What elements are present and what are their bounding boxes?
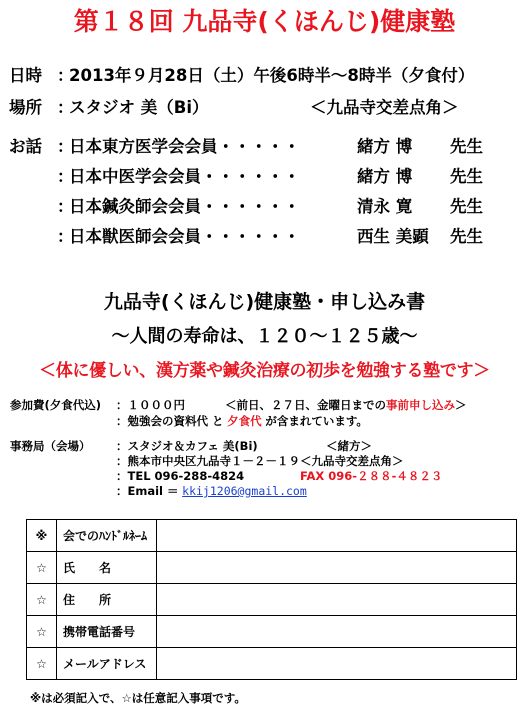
phone-field[interactable]: [157, 616, 517, 648]
speaker-name-2: 緒方 博: [357, 167, 413, 186]
highlight-line: ＜体に優しい、漢方薬や鍼灸治療の初歩を勉強する塾です＞: [39, 361, 490, 381]
name-field[interactable]: [157, 552, 517, 584]
fee-line2-red: 夕食代: [227, 414, 262, 428]
speaker-title-4: 先生: [450, 227, 483, 246]
talk-colon-2: ：: [57, 167, 74, 186]
speaker-name-4: 西生 美顕: [357, 227, 429, 246]
talk-colon-4: ：: [57, 227, 74, 246]
office-fax: FAX 096-２８８-４８２３: [300, 469, 443, 483]
office-email-row: [116, 484, 307, 499]
form-label-email: メールアドレス: [57, 648, 157, 680]
office-label: 事務局（会場）: [10, 439, 91, 453]
place-note: ＜九品寺交差点角＞: [310, 98, 459, 117]
place-row: [9, 98, 208, 118]
talk-colon-1: ：: [57, 137, 74, 156]
form-label-handle: 会でのﾊﾝﾄﾞﾙﾈｰﾑ: [57, 520, 157, 552]
email-field[interactable]: [157, 648, 517, 680]
place-value: スタジオ 美（Bi）: [69, 98, 209, 117]
form-row-address: [27, 584, 517, 616]
office-line1: ：スタジオ＆カフェ 美(Bi): [116, 439, 258, 453]
date-row: [9, 66, 474, 86]
required-mark: ※: [27, 520, 57, 552]
fee-amount: １０００円: [127, 398, 185, 412]
form-row-email: [27, 648, 517, 680]
office-line1-note: ＜緒方＞: [326, 439, 372, 453]
form-label-name: 氏 名: [57, 552, 157, 584]
application-form: [26, 519, 517, 680]
fee-line2-pre: ：勉強会の資料代 と: [116, 414, 224, 428]
fee-line: [116, 398, 185, 413]
handle-name-field[interactable]: [157, 520, 517, 552]
fee-label: 参加費(夕食代込): [10, 398, 102, 412]
speaker-name-1: 緒方 博: [357, 137, 413, 156]
form-row-name: [27, 552, 517, 584]
fee-note-post: ＞: [455, 398, 467, 412]
footer-note: ※は必須記入で、☆は任意記入事項です。: [30, 691, 246, 705]
fee-note-red: 事前申し込み: [386, 398, 455, 412]
fee-colon: ：: [116, 398, 128, 412]
place-key: 場所: [9, 98, 42, 117]
address-field[interactable]: [157, 584, 517, 616]
fee-note: [225, 398, 467, 413]
fee-line2-post: が含まれています。: [265, 414, 368, 428]
optional-mark: ☆: [27, 616, 57, 648]
tagline: 〜人間の寿命は、１２０〜１２５歳〜: [111, 326, 418, 347]
speaker-org-2: 日本中医学会会員・・・・・・: [69, 167, 300, 186]
form-row-phone: [27, 616, 517, 648]
talk-colon-3: ：: [57, 197, 74, 216]
optional-mark: ☆: [27, 552, 57, 584]
fee-note-pre: ＜前日、２７日、金曜日までの: [225, 398, 386, 412]
speaker-org-4: 日本獣医師会会員・・・・・・: [69, 227, 300, 246]
date-key: 日時: [9, 66, 42, 85]
date-colon: ：: [57, 66, 74, 85]
optional-mark: ☆: [27, 584, 57, 616]
page-title: 第１８回 九品寺(くほんじ)健康塾: [73, 7, 456, 36]
form-label-phone: 携帯電話番号: [57, 616, 157, 648]
office-email-label: ：Email ＝: [116, 484, 179, 498]
optional-mark: ☆: [27, 648, 57, 680]
email-link[interactable]: kkij1206@gmail.com: [182, 484, 307, 498]
office-address: ：熊本市中央区九品寺１－２－１９＜九品寺交差点角＞: [116, 454, 404, 468]
form-row-handle: [27, 520, 517, 552]
fee-line2: [116, 414, 368, 429]
speaker-title-2: 先生: [450, 167, 483, 186]
speaker-title-3: 先生: [450, 197, 483, 216]
date-value: 2013年９月28日（土）午後6時半〜8時半（夕食付）: [69, 66, 475, 85]
talk-key: お話: [9, 137, 42, 156]
form-title: 九品寺(くほんじ)健康塾・申し込み書: [103, 291, 426, 313]
speaker-org-3: 日本鍼灸師会会員・・・・・・: [69, 197, 300, 216]
speaker-title-1: 先生: [450, 137, 483, 156]
speaker-org-1: 日本東方医学会会員・・・・・: [69, 137, 300, 156]
place-colon: ：: [57, 98, 74, 117]
form-label-address: 住 所: [57, 584, 157, 616]
speaker-name-3: 清永 寛: [357, 197, 413, 216]
office-tel: ：TEL 096-288-4824: [116, 469, 245, 483]
